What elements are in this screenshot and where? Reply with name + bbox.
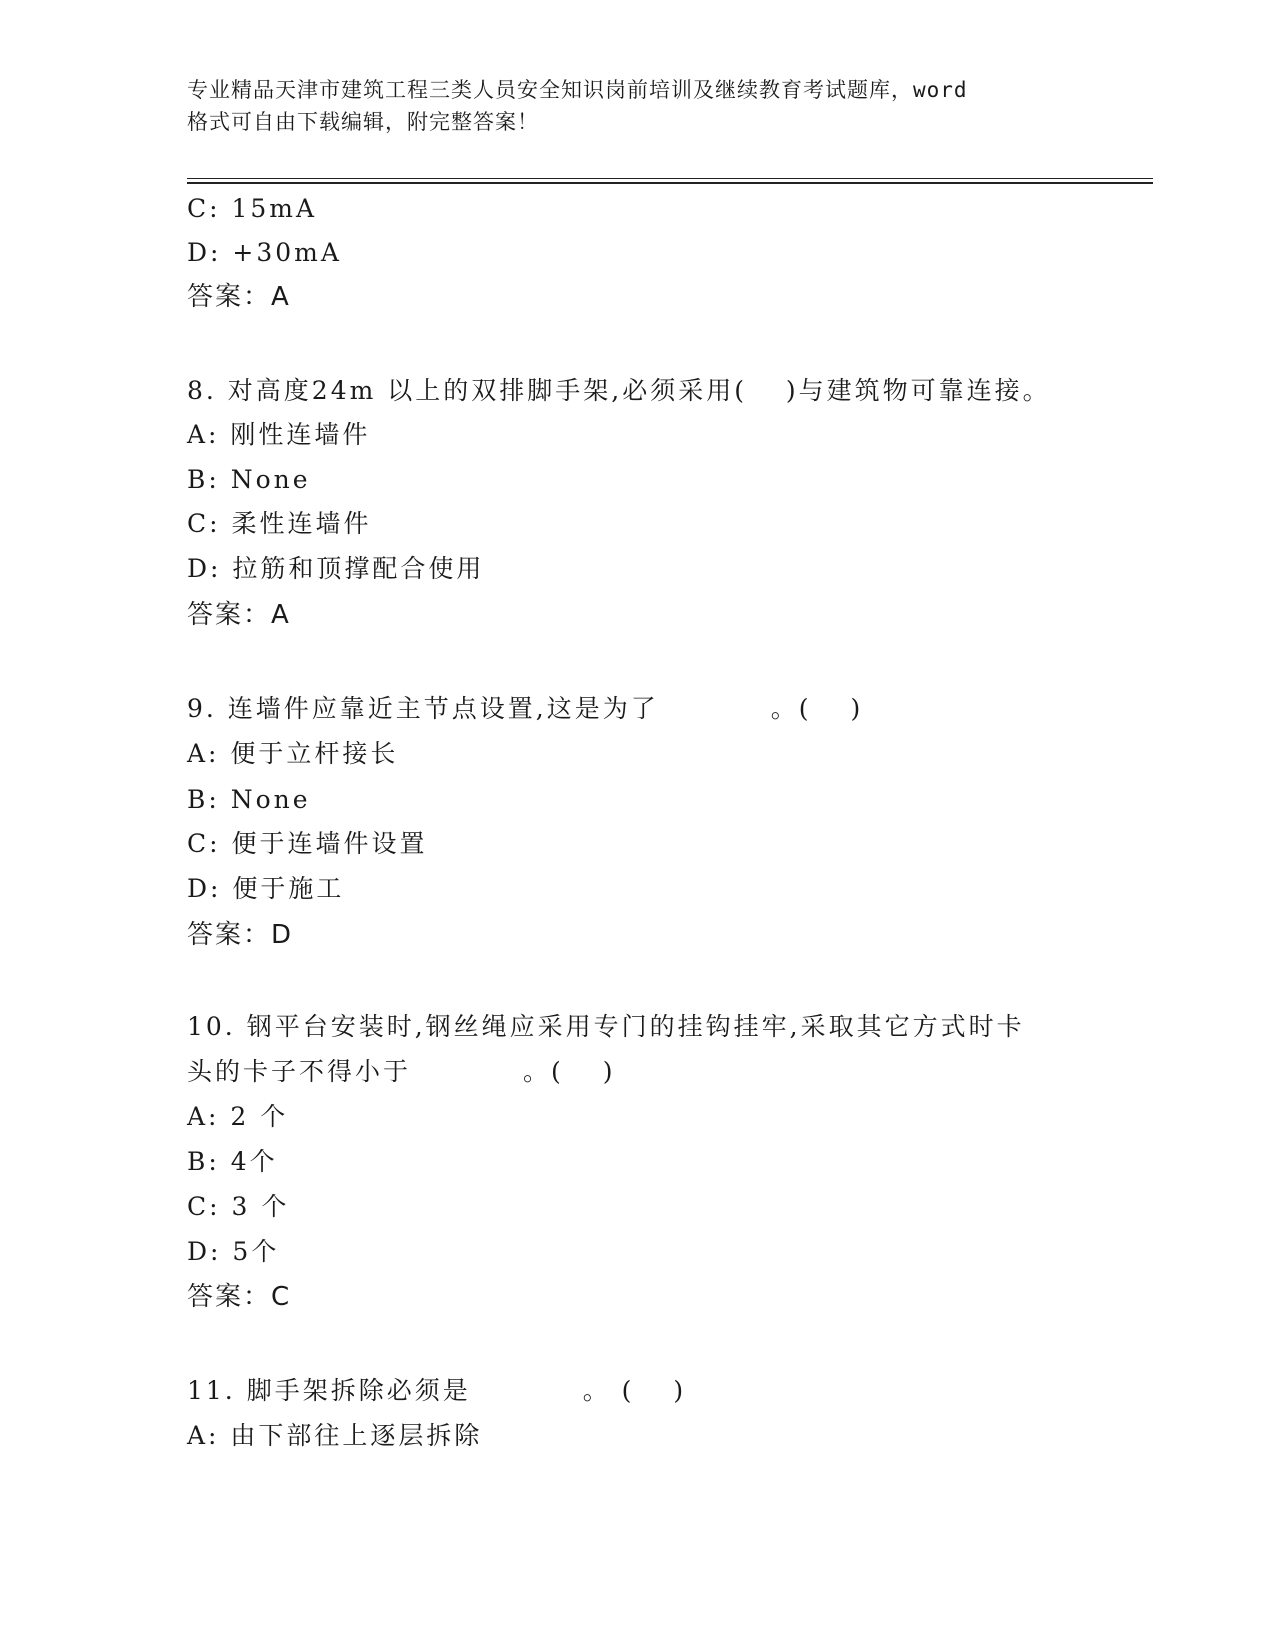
q10-option-b: B: 4个: [187, 1147, 278, 1176]
q8-question: 8. 对高度24m 以上的双排脚手架,必须采用( )与建筑物可靠连接。: [187, 376, 1051, 405]
q8-answer: 答案：A: [187, 600, 291, 630]
q9-question: 9. 连墙件应靠近主节点设置,这是为了 。( ): [187, 694, 864, 723]
q9-option-b: B: None: [187, 785, 311, 814]
q10-question-line-2: 头的卡子不得小于 。( ): [187, 1057, 616, 1086]
q8-option-a: A: 刚性连墙件: [187, 420, 371, 449]
q8-option-b: B: None: [187, 465, 311, 494]
q10-question-line-1: 10. 钢平台安装时,钢丝绳应采用专门的挂钩挂牢,采取其它方式时卡: [187, 1012, 1025, 1041]
header-line-2: 格式可自由下载编辑，附完整答案！: [187, 110, 539, 134]
q9-option-c: C: 便于连墙件设置: [187, 829, 428, 858]
q7-answer: 答案：A: [187, 282, 291, 312]
document-header: [187, 74, 1067, 138]
header-line-1: 专业精品天津市建筑工程三类人员安全知识岗前培训及继续教育考试题库，word: [187, 78, 968, 102]
q10-answer: 答案：C: [187, 1282, 292, 1312]
q10-option-c: C: 3 个: [187, 1192, 290, 1221]
q11-option-a: A: 由下部往上逐层拆除: [187, 1421, 483, 1450]
header-divider-thin: [187, 178, 1153, 179]
q11-question: 11. 脚手架拆除必须是 。 ( ): [187, 1376, 687, 1405]
q8-option-c: C: 柔性连墙件: [187, 509, 372, 538]
q9-option-a: A: 便于立杆接长: [187, 739, 399, 768]
q7-option-c: C: 15mA: [187, 194, 318, 223]
q9-answer: 答案：D: [187, 920, 294, 950]
header-divider-thick: [187, 182, 1153, 184]
q10-option-a: A: 2 个: [187, 1102, 289, 1131]
q7-option-d: D: +30mA: [187, 238, 342, 267]
q8-option-d: D: 拉筋和顶撑配合使用: [187, 554, 485, 583]
q10-option-d: D: 5个: [187, 1237, 280, 1266]
q9-option-d: D: 便于施工: [187, 874, 345, 903]
